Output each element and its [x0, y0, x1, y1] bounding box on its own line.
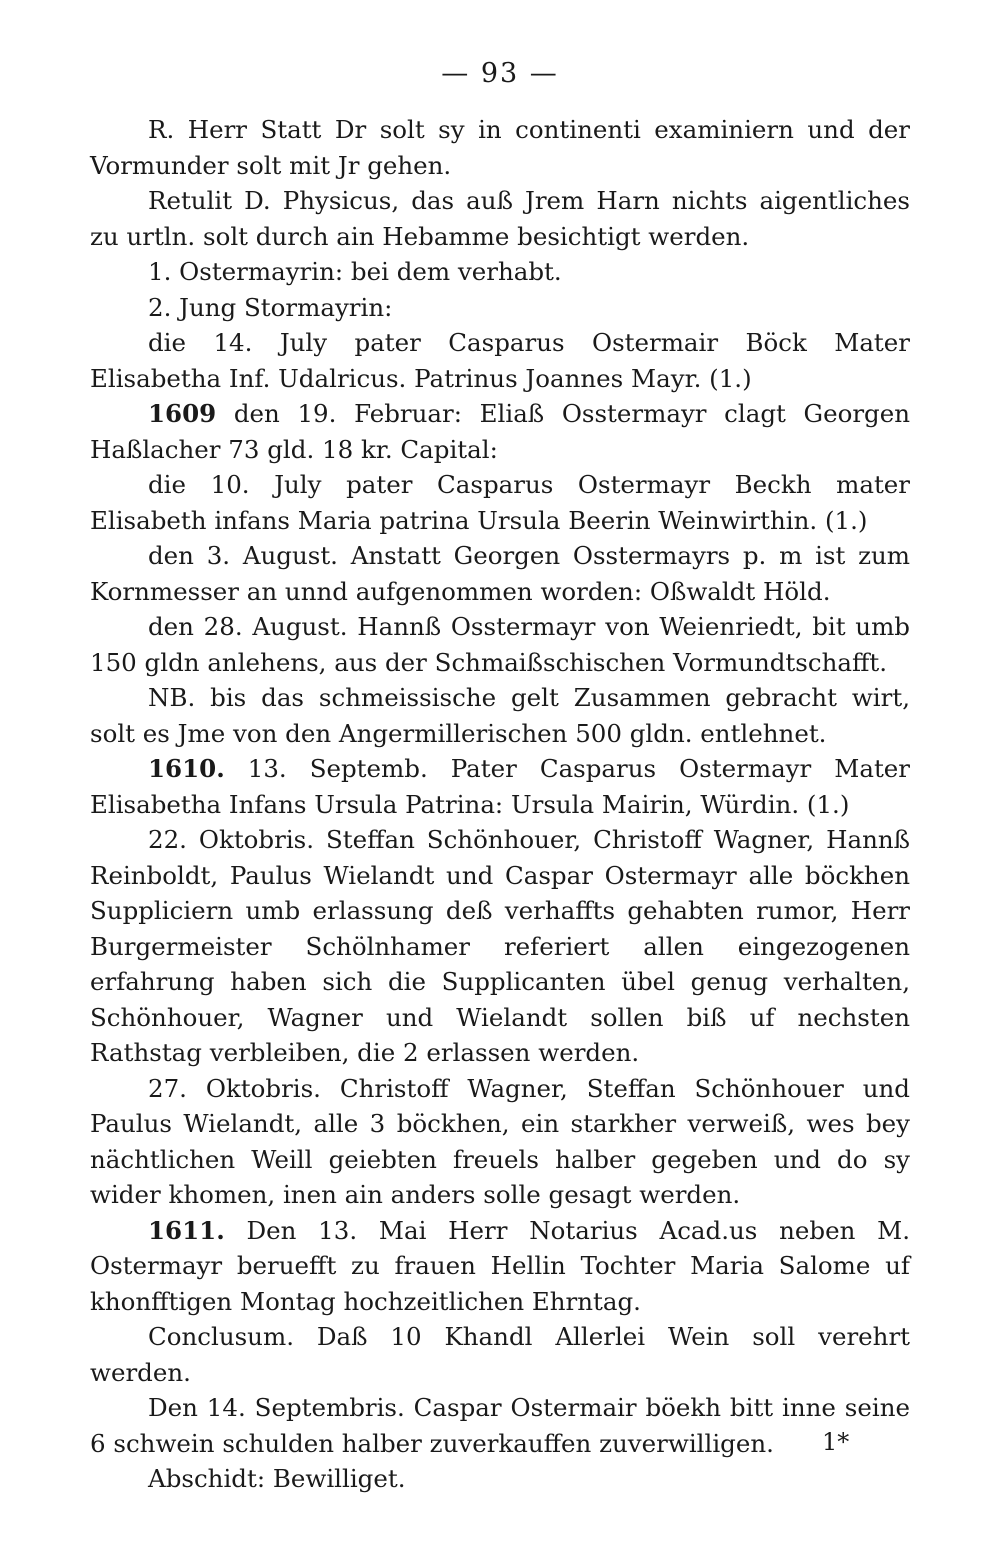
- paragraph-text: die 14. July pater Casparus Ostermair Böck Mater Elisabetha Inf. Udalricus. Patrinus Joannes Mayr. (1.): [90, 328, 910, 393]
- page-number: — 93 —: [441, 58, 559, 89]
- paragraph: [90, 751, 910, 822]
- text-column: [90, 112, 910, 1497]
- paragraph-text: Den 14. Septembris. Caspar Ostermair böekh bitt inne seine 6 schwein schulden halber zuverkauffen zuverwilligen.: [90, 1393, 910, 1458]
- paragraph: [90, 609, 910, 680]
- paragraph: [90, 112, 910, 183]
- paragraph: [90, 1213, 910, 1320]
- paragraph: [90, 1461, 910, 1497]
- paragraph-text: 2. Jung Stormayrin:: [148, 292, 393, 322]
- paragraph: [90, 254, 910, 290]
- paragraph-text: Abschidt: Bewilliget.: [148, 1464, 406, 1493]
- year-marker: 1611.: [148, 1215, 225, 1245]
- paragraph: [90, 396, 910, 467]
- year-marker: 1609: [148, 399, 217, 428]
- paragraph-text: Retulit D. Physicus, das auß Jrem Harn nichts aigentliches zu urtln. solt durch ain Hebamme besichtigt werden.: [90, 186, 910, 251]
- paragraph-text: 22. Oktobris. Steffan Schönhouer, Christoff Wagner, Hannß Reinboldt, Paulus Wielandt und Caspar Ostermayr alle böckhen Suppliciern umb erlassung deß verhaffts gehabten rumor, Herr Burgermeister Schölnhamer referiert allen eingezogenen erfahrung haben sich die Supplicanten übel genug verhalten, Schönhouer, Wagner und Wielandt sollen biß uf nechsten Rathstag verbleiben, die 2 erlassen werden.: [90, 825, 910, 1067]
- paragraph: [90, 467, 910, 538]
- paragraph-text: die 10. July pater Casparus Ostermayr Beckh mater Elisabeth infans Maria patrina Ursula Beerin Weinwirthin. (1.): [90, 470, 910, 535]
- paragraph: [90, 1319, 910, 1390]
- paragraph-text: Den 13. Mai Herr Notarius Acad.us neben M. Ostermayr beruefft zu frauen Hellin Tochter Maria Salome uf khonfftigen Montag hochzeitlichen Ehrntag.: [90, 1215, 910, 1316]
- paragraph: [90, 680, 910, 751]
- paragraph: [90, 325, 910, 396]
- paragraph: [90, 538, 910, 609]
- paragraph-text: R. Herr Statt Dr solt sy in continenti examiniern und der Vormunder solt mit Jr gehen.: [90, 115, 910, 180]
- paragraph-text: 27. Oktobris. Christoff Wagner, Steffan Schönhouer und Paulus Wielandt, alle 3 böckhen, ein starkher verweiß, wes bey nächtlichen Weill geiebten freuels halber gegeben und do sy wider khomen, inen ain anders solle gesagt werden.: [90, 1073, 910, 1209]
- paragraph-text: NB. bis das schmeissische gelt Zusammen gebracht wirt, solt es Jme von den Angermillerischen 500 gldn. entlehnet.: [90, 683, 910, 748]
- year-marker: 1610.: [148, 754, 225, 783]
- paragraph: [90, 822, 910, 1071]
- paragraph-text: den 19. Februar: Eliaß Osstermayr clagt Georgen Haßlacher 73 gld. 18 kr. Capital:: [90, 399, 910, 464]
- paragraph-text: 1. Ostermayrin: bei dem verhabt.: [148, 257, 562, 286]
- paragraph: [90, 290, 910, 326]
- paragraph-text: den 3. August. Anstatt Georgen Osstermayrs p. m ist zum Kornmesser an unnd aufgenommen worden: Oßwaldt Höld.: [90, 541, 910, 606]
- paragraph: [90, 1390, 910, 1461]
- paragraph: [90, 183, 910, 254]
- paragraph-text: Conclusum. Daß 10 Khandl Allerlei Wein soll verehrt werden.: [90, 1322, 910, 1387]
- paragraph-text: den 28. August. Hannß Osstermayr von Weienriedt, bit umb 150 gldn anlehens, aus der Schmaißschischen Vormundtschafft.: [90, 612, 910, 677]
- paragraph: [90, 1071, 910, 1213]
- paragraph-text: 13. Septemb. Pater Casparus Ostermayr Mater Elisabetha Infans Ursula Patrina: Ursula Mairin, Würdin. (1.): [90, 754, 910, 819]
- signature-mark: 1*: [822, 1428, 850, 1456]
